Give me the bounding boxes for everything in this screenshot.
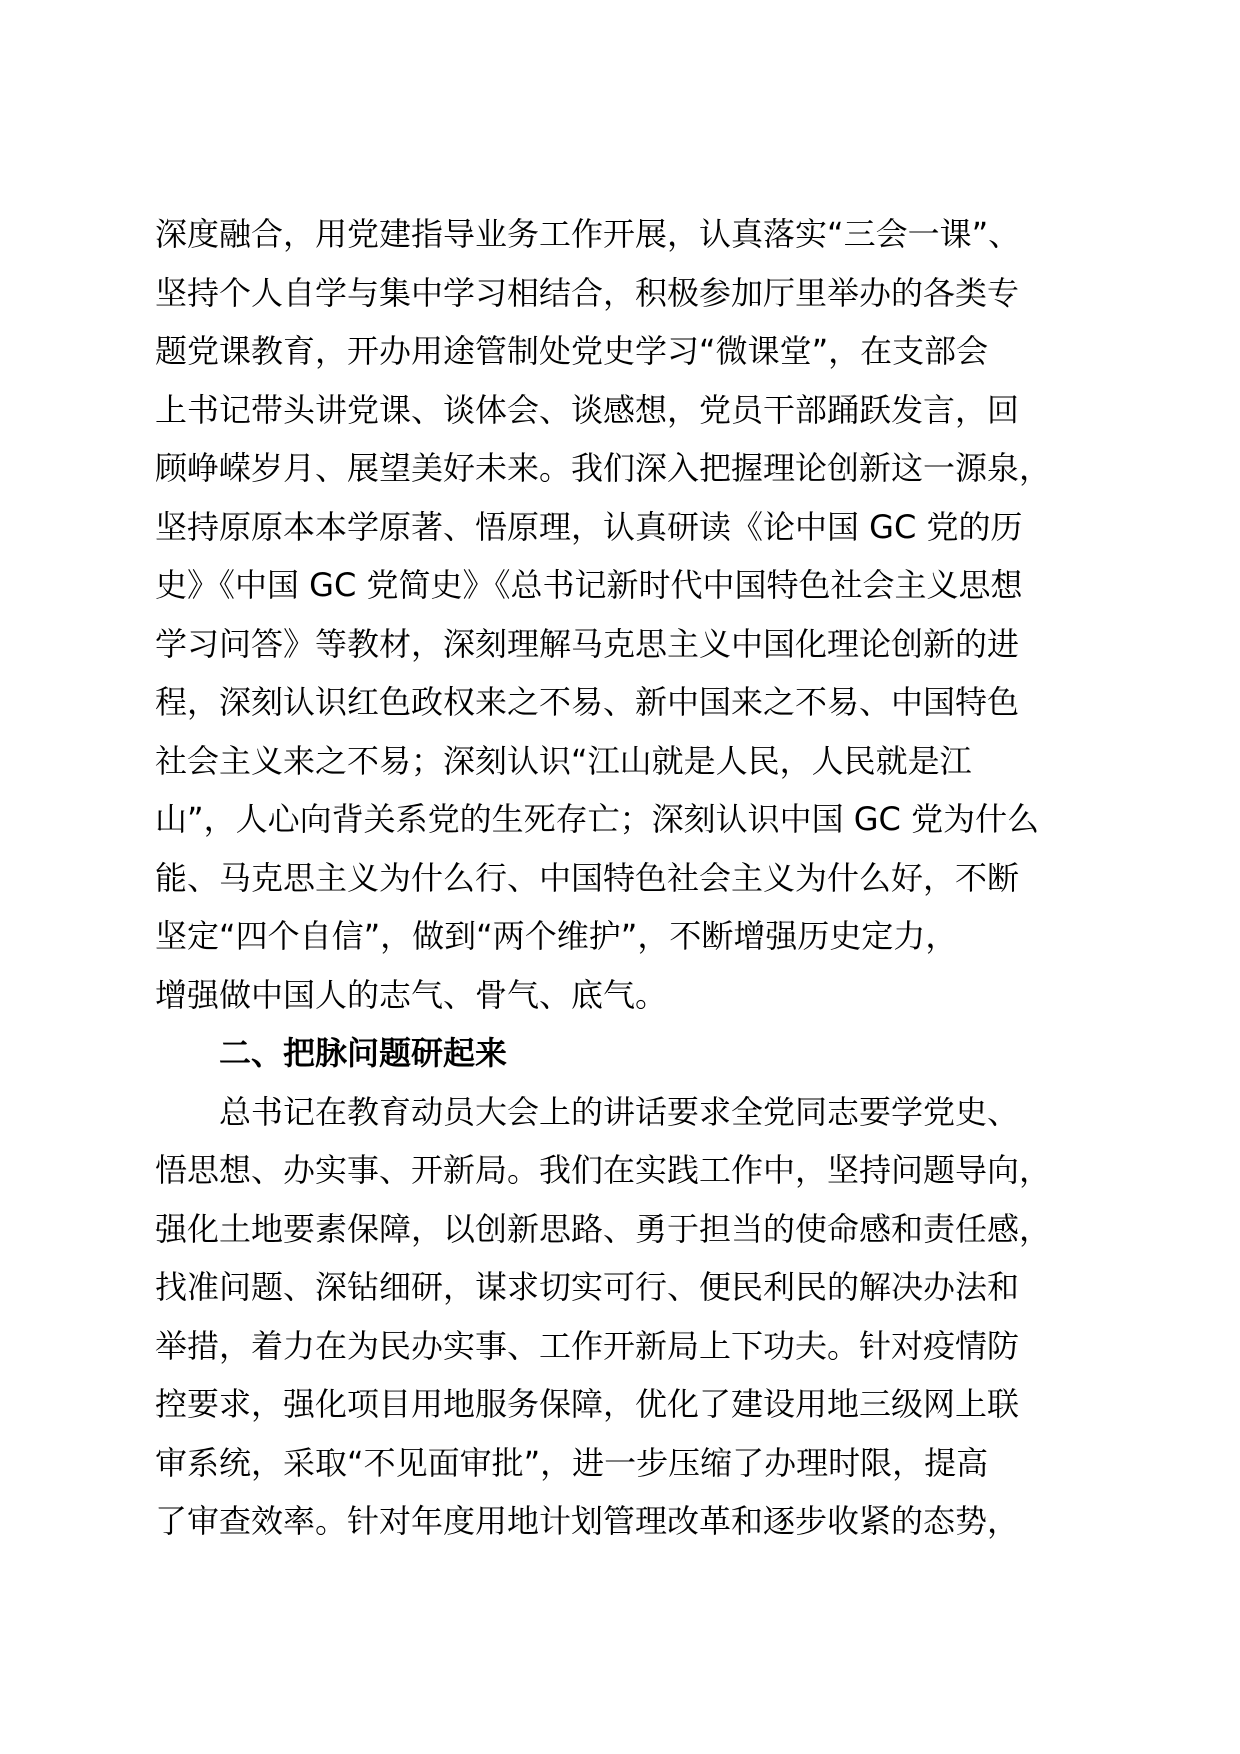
- text-line: 坚持个人自学与集中学习相结合，积极参加厅里举办的各类专: [155, 273, 1020, 312]
- text-line: 总书记在教育动员大会上的讲话要求全党同志要学党史、: [219, 1092, 1020, 1131]
- text-line: 举措，着力在为民办实事、工作开新局上下功夫。针对疫情防: [155, 1326, 1020, 1365]
- text-line: 深度融合，用党建指导业务工作开展，认真落实“三会一课”、: [155, 215, 1021, 253]
- text-line: 社会主义来之不易；深刻认识“江山就是人民，人民就是江: [155, 741, 972, 780]
- text-line: 增强做中国人的志气、骨气、底气。: [155, 975, 668, 1014]
- text-line: 上书记带头讲党课、谈体会、谈感想，党员干部踊跃发言，回: [155, 390, 1020, 429]
- text-line: 了审查效率。针对年度用地计划管理改革和逐步收紧的态势，: [155, 1502, 1020, 1540]
- text-line: 山”，人心向背关系党的生死存亡；深刻认识中国 GC 党为什么: [155, 800, 1040, 838]
- text-line: 强化土地要素保障，以创新思路、勇于担当的使命感和责任感，: [155, 1209, 1052, 1248]
- body-text: [155, 205, 1095, 1551]
- text-line: 悟思想、办实事、开新局。我们在实践工作中，坚持问题导向，: [155, 1151, 1052, 1189]
- text-line: 控要求，强化项目用地服务保障，优化了建设用地三级网上联: [155, 1385, 1020, 1423]
- text-line: 程，深刻认识红色政权来之不易、新中国来之不易、中国特色: [155, 683, 1020, 721]
- text-line: 审系统，采取“不见面审批”，进一步压缩了办理时限，提高: [155, 1443, 989, 1482]
- text-line: 找准问题、深钻细研，谋求切实可行、便民利民的解决办法和: [155, 1268, 1020, 1306]
- text-line: 题党课教育，开办用途管制处党史学习“微课堂”，在支部会: [155, 332, 989, 370]
- text-line: 史》《中国 GC 党简史》《总书记新时代中国特色社会主义思想: [155, 566, 1023, 604]
- text-line: 学习问答》等教材，深刻理解马克思主义中国化理论创新的进: [155, 624, 1020, 663]
- text-line: 坚定“四个自信”，做到“两个维护”，不断增强历史定力，: [155, 917, 958, 955]
- text-line: 顾峥嵘岁月、展望美好未来。我们深入把握理论创新这一源泉，: [155, 449, 1052, 487]
- section-heading: 二、把脉问题研起来: [219, 1034, 508, 1072]
- text-line: 坚持原原本本学原著、悟原理，认真研读《论中国 GC 党的历: [155, 507, 1023, 546]
- text-line: 能、马克思主义为什么行、中国特色社会主义为什么好，不断: [155, 858, 1020, 897]
